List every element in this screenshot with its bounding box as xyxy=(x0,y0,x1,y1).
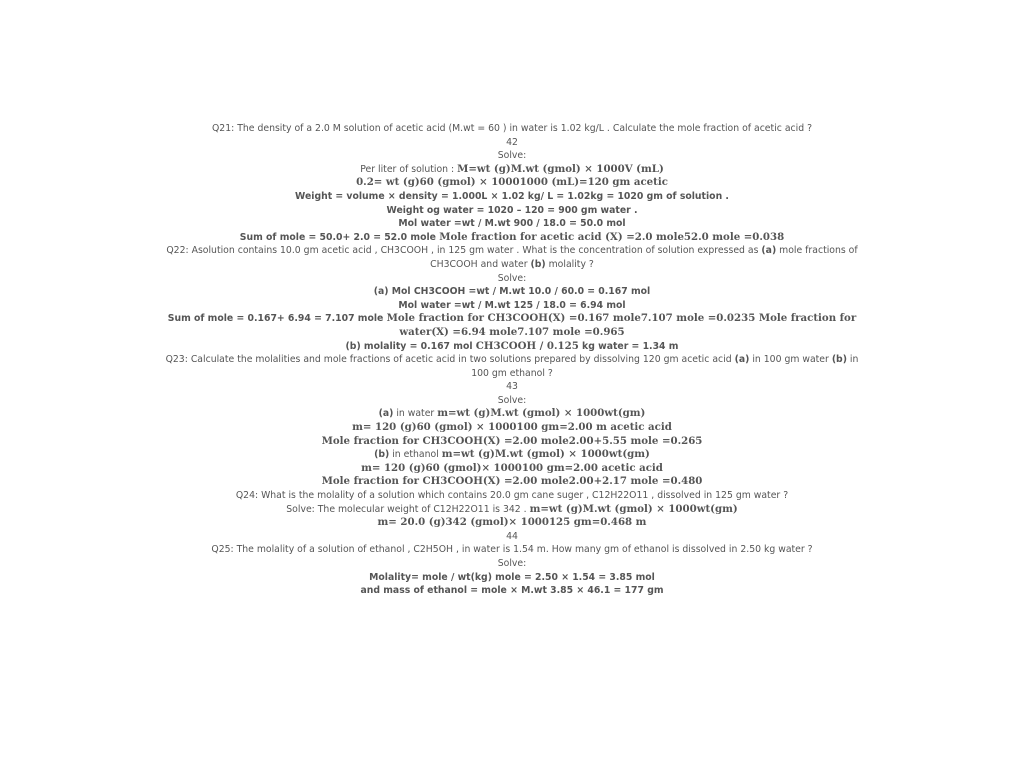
q22-question-part1: Q22: Asolution contains 10.0 gm acetic acid , CH3COOH , in 125 gm water . What is the concentration of solution expressed as xyxy=(166,245,762,257)
q21-per-liter-prefix: Per liter of solution : xyxy=(360,163,458,175)
q21-sum-prefix: Sum of mole = 50.0+ 2.0 = 52.0 mole xyxy=(239,231,440,243)
q22-sum-formula: Mole fraction for CH3COOH(X) =0.167 mole7.107 mole =0.0235 Mole fraction for water(X) =6.94 mole7.107 mole =0.965 xyxy=(386,312,857,338)
q23-b-text: in ethanol xyxy=(389,449,442,461)
q25-molality-line: Molality= mole / wt(kg) mole = 2.50 × 1.54 = 3.85 mol xyxy=(369,571,655,583)
q21-question: Q21: The density of a 2.0 M solution of acetic acid (M.wt = 60 ) in water is 1.02 kg/L . Calculate the mole fraction of acetic acid ? xyxy=(211,123,813,134)
q23-b-formula: m=wt (g)M.wt (gmol) × 1000wt(gm) xyxy=(441,448,650,461)
q22-molality-line xyxy=(160,340,864,354)
q22-sum-line xyxy=(160,312,864,339)
q21-per-liter-formula: M=wt (g)M.wt (gmol) × 1000V (mL) xyxy=(457,162,664,175)
page-number-42: 42 xyxy=(506,136,518,148)
q22-mol-acid-line: (a) Mol CH3COOH =wt / M.wt 10.0 / 60.0 = 0.167 mol xyxy=(373,286,651,298)
q24-calc: m= 20.0 (g)342 (gmol)× 1000125 gm=0.468 m xyxy=(377,516,647,529)
page-number-44: 44 xyxy=(506,530,518,542)
q21-weight-line: Weight = volume × density = 1.000L × 1.02 kg/ L = 1.02kg = 1020 gm of solution . xyxy=(295,190,729,202)
q24-solve-formula: m=wt (g)M.wt (gmol) × 1000wt(gm) xyxy=(529,502,738,515)
q21-solve-label: Solve: xyxy=(497,150,527,162)
q23-a-fraction: Mole fraction for CH3COOH(X) =2.00 mole2.00+5.55 mole =0.265 xyxy=(321,434,703,447)
q22-solve-label: Solve: xyxy=(497,272,527,284)
q23-b-fraction: Mole fraction for CH3COOH(X) =2.00 mole2.00+2.17 mole =0.480 xyxy=(321,475,703,488)
q22-mol-water-line: Mol water =wt / M.wt 125 / 18.0 = 6.94 mol xyxy=(398,299,626,311)
q23-b-calc: m= 120 (g)60 (gmol)× 1000100 gm=2.00 acetic acid xyxy=(361,461,663,474)
q23-question-part3: in 100 gm ethanol ? xyxy=(471,354,859,379)
q22-question-part3: molality ? xyxy=(545,258,594,270)
q24-question: Q24: What is the molality of a solution which contains 20.0 gm cane suger , C12H22O11 , dissolved in 125 gm water ? xyxy=(235,490,789,502)
q23-solve-label: Solve: xyxy=(497,394,527,406)
q25-solve-label: Solve: xyxy=(497,558,527,569)
q22-molality-suffix: kg water = 1.34 m xyxy=(578,340,679,352)
q23-b-line xyxy=(160,448,864,462)
q23-a-line xyxy=(160,407,864,421)
q23-a-formula: m=wt (g)M.wt (gmol) × 1000wt(gm) xyxy=(437,407,646,420)
q23-label-a: (a) xyxy=(734,354,750,366)
q21-sum-line xyxy=(160,231,864,245)
q25-mass-line: and mass of ethanol = mole × M.wt 3.85 × 46.1 = 177 gm xyxy=(360,585,664,597)
q22-label-a: (a) xyxy=(761,245,777,257)
q23-question-part1: Q23: Calculate the molalities and mole fractions of acetic acid in two solutions prepared by dissolving 120 gm acetic acid xyxy=(165,354,735,366)
q23-a-label: (a) xyxy=(378,408,394,420)
document-body xyxy=(160,122,864,598)
q23-b-label: (b) xyxy=(374,449,390,461)
q23-question-part2: in 100 gm water xyxy=(749,354,832,366)
q22-sum-prefix: Sum of mole = 0.167+ 6.94 = 7.107 mole xyxy=(167,313,387,325)
q22-molality-prefix: (b) molality = 0.167 mol xyxy=(345,340,476,352)
page-number-43: 43 xyxy=(506,381,518,393)
q22-question-part2: mole fractions of CH3COOH and water xyxy=(430,245,858,270)
q23-a-text: in water xyxy=(393,408,438,420)
q22-question xyxy=(160,244,864,271)
q21-mol-water-line: Mol water =wt / M.wt 900 / 18.0 = 50.0 mol xyxy=(398,218,626,230)
q23-label-b: (b) xyxy=(831,354,847,366)
q21-sum-formula: Mole fraction for acetic acid (X) =2.0 mole52.0 mole =0.038 xyxy=(439,230,785,243)
q21-formula-line: 0.2= wt (g)60 (gmol) × 10001000 (mL)=120 gm acetic xyxy=(356,176,668,189)
q22-molality-formula: CH3COOH / 0.125 xyxy=(475,339,579,352)
q21-per-liter-line xyxy=(160,163,864,177)
q22-label-b: (b) xyxy=(530,258,546,270)
q24-solve-line xyxy=(160,503,864,517)
q23-a-calc: m= 120 (g)60 (gmol) × 1000100 gm=2.00 m acetic acid xyxy=(352,421,672,434)
q24-solve-text: Solve: The molecular weight of C12H22O11 is 342 . xyxy=(286,503,530,515)
q25-question: Q25: The molality of a solution of ethanol , C2H5OH , in water is 1.54 m. How many gm of ethanol is dissolved in 2.50 kg water ? xyxy=(211,544,813,556)
q23-question xyxy=(160,353,864,380)
q21-water-weight-line: Weight og water = 1020 – 120 = 900 gm water . xyxy=(386,204,638,216)
